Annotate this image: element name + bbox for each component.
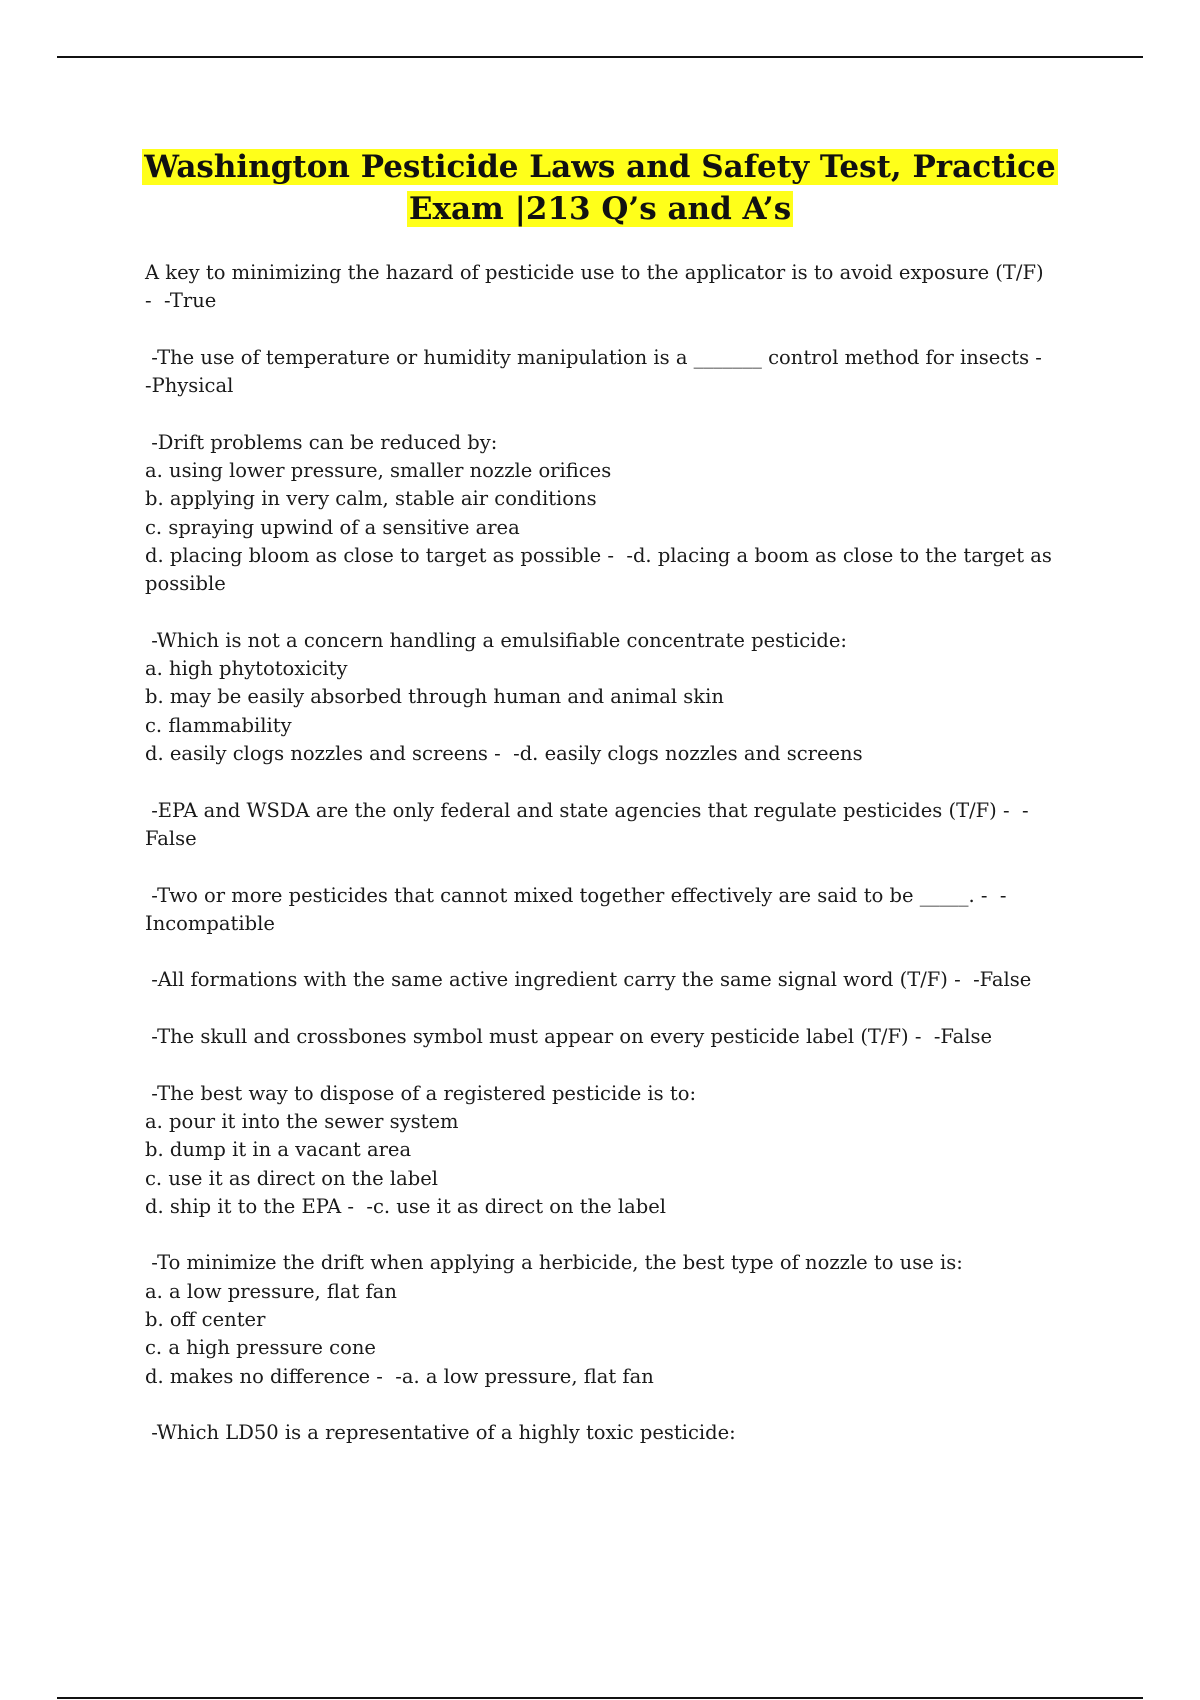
- qa-item: -To minimize the drift when applying a herbicide, the best type of nozzle to use is: a. a low pressure, flat fan b. off center c. a high pressure cone d. makes no difference - -a. a low pressure, flat fan: [145, 1251, 963, 1388]
- qa-item: -Which is not a concern handling a emulsifiable concentrate pesticide: a. high phytotoxicity b. may be easily absorbed through human and animal skin c. flammability d. easily clogs nozzles and screens - -d. easily clogs nozzles and screens: [145, 628, 863, 766]
- footer-rule: [57, 1697, 1143, 1699]
- qa-item: -EPA and WSDA are the only federal and state agencies that regulate pesticides (T/F) - - False: [145, 798, 1029, 850]
- document-title: [100, 146, 1100, 230]
- qa-item: -Drift problems can be reduced by: a. using lower pressure, smaller nozzle orifices b. applying in very calm, stable air conditions c. spraying upwind of a sensitive area d. placing bloom as close to target as possible - -d. placing a boom as close to the target as possible: [145, 430, 1052, 596]
- qa-item: -Two or more pesticides that cannot mixed together effectively are said to be _____. - - Incompatible: [145, 883, 1007, 935]
- qa-item: -The best way to dispose of a registered pesticide is to: a. pour it into the sewer system b. dump it in a vacant area c. use it as direct on the label d. ship it to the EPA - -c. use it as direct on the label: [145, 1081, 697, 1218]
- document-title-text: Washington Pesticide Laws and Safety Test, Practice Exam |213 Q’s and A’s: [144, 149, 1056, 227]
- qa-item: A key to minimizing the hazard of pesticide use to the applicator is to avoid exposure (T/F) - -True: [145, 261, 1044, 313]
- qa-item: -All formations with the same active ingredient carry the same signal word (T/F) - -False: [145, 968, 1032, 992]
- qa-item: -The skull and crossbones symbol must appear on every pesticide label (T/F) - -False: [145, 1025, 993, 1049]
- qa-item: -The use of temperature or humidity manipulation is a _______ control method for insects - -Physical: [145, 345, 1042, 398]
- qa-item: -Which LD50 is a representative of a highly toxic pesticide:: [145, 1421, 736, 1445]
- header-rule: [57, 56, 1143, 58]
- qa-list: [145, 259, 1085, 1476]
